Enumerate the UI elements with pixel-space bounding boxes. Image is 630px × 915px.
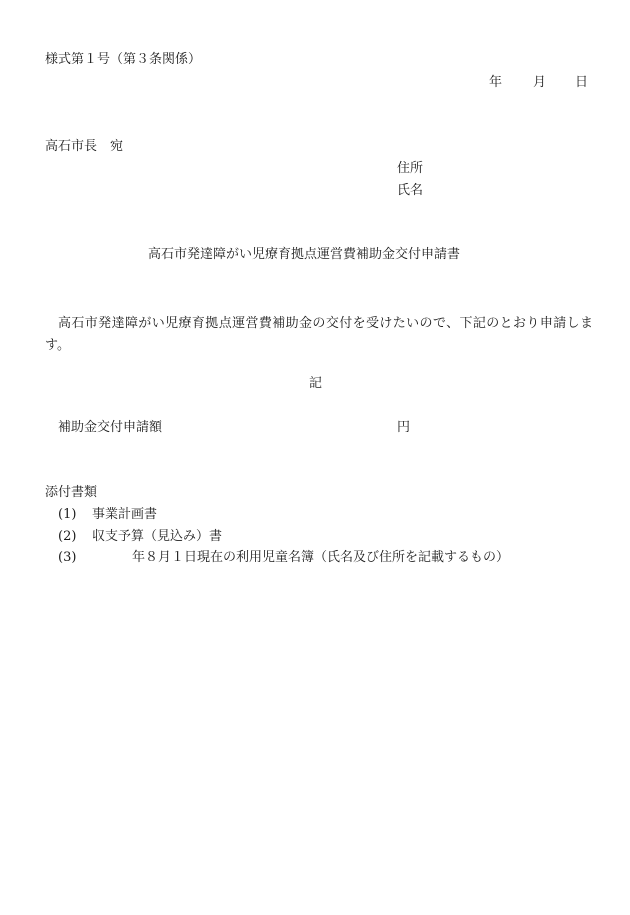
attachment-item: [58, 550, 509, 566]
applicant-address-label: 住所: [397, 161, 424, 176]
addressee: 高石市長 宛: [45, 139, 124, 154]
form-number: 様式第１号（第３条関係）: [45, 52, 202, 67]
amount-label: 補助金交付申請額: [58, 420, 163, 435]
amount-unit: 円: [397, 420, 411, 435]
attachment-item: [58, 529, 222, 545]
attachment-number: (2): [58, 529, 77, 544]
applicant-name-label: 氏名: [397, 183, 424, 198]
document-title: 高石市発達障がい児療育拠点運営費補助金交付申請書: [148, 247, 461, 262]
attachment-number: (3): [58, 550, 77, 565]
attachment-text: 事業計画書: [92, 507, 158, 522]
attachment-text: 収支予算（見込み）書: [92, 529, 223, 544]
attachments-heading: 添付書類: [45, 485, 98, 500]
date-month-label: 月: [533, 75, 547, 90]
body-text: 高石市発達障がい児療育拠点運営費補助金の交付を受けたいので、下記のとおり申請します。: [45, 316, 593, 353]
attachment-item: [58, 507, 157, 523]
date-day-label: 日: [575, 75, 589, 90]
attachment-text: 年８月１日現在の利用児童名簿（氏名及び住所を記載するもの）: [132, 550, 510, 565]
ki-heading: 記: [309, 376, 323, 391]
attachment-number: (1): [58, 507, 77, 522]
date-year-label: 年: [489, 75, 503, 90]
